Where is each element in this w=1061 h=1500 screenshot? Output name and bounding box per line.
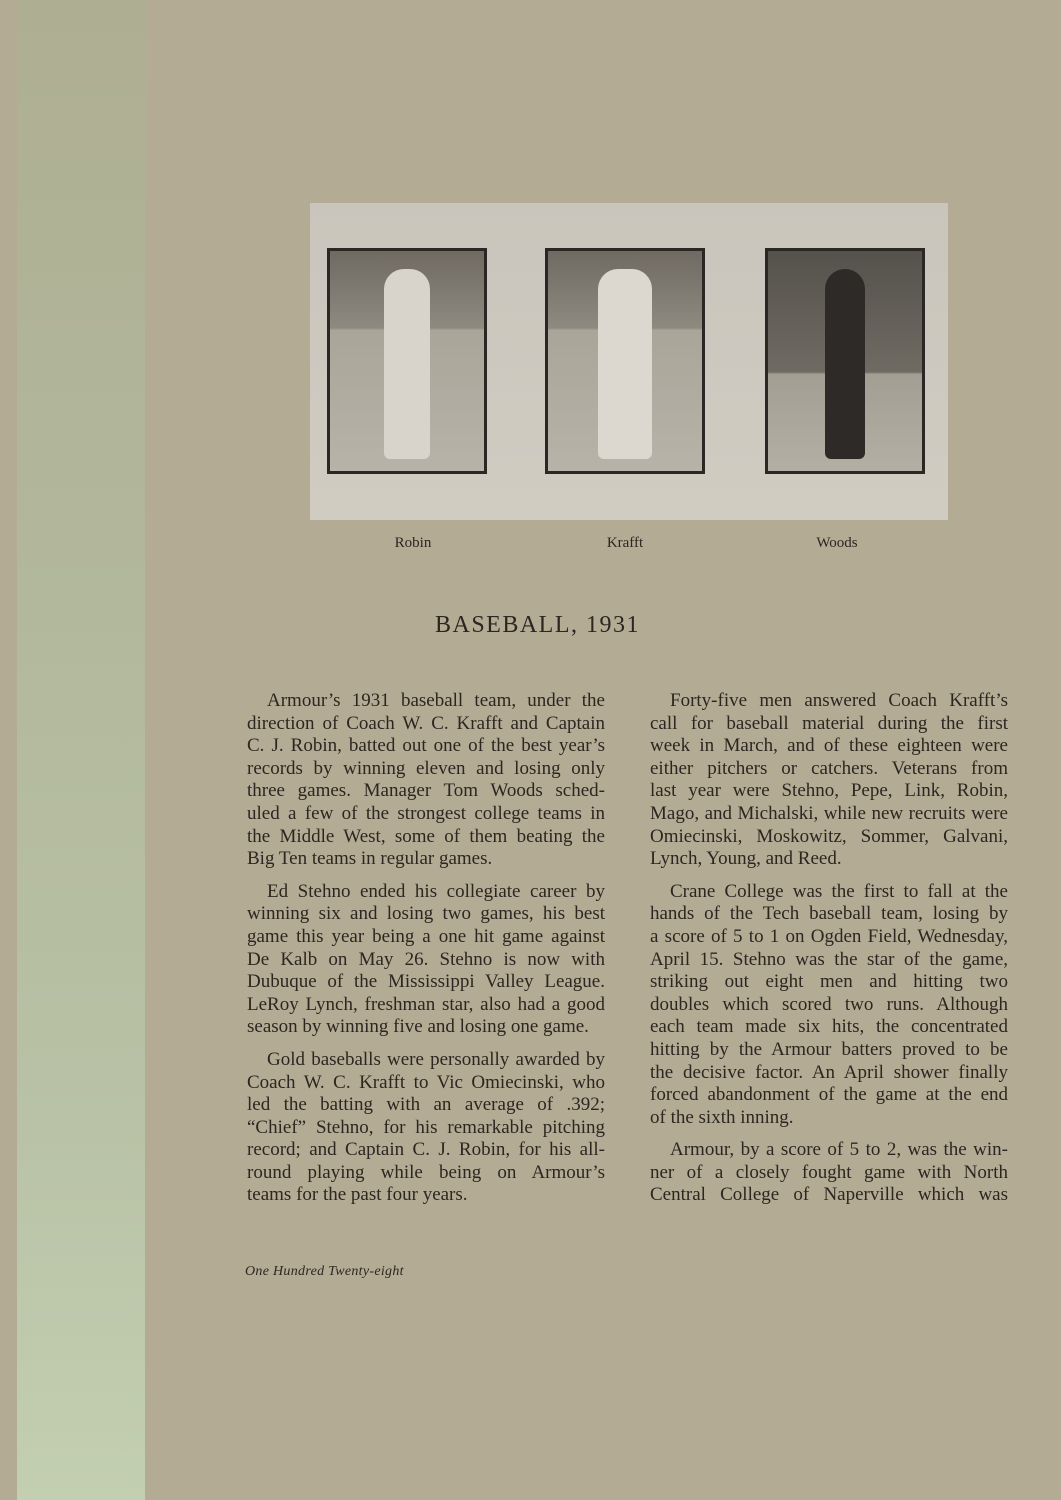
text-line: April 15. Stehno was the star of the game, xyxy=(650,948,1008,970)
text-line: Lynch, Young, and Reed. xyxy=(650,848,842,870)
photo-caption-krafft: Krafft xyxy=(606,535,644,551)
text-line: season by winning five and losing one game. xyxy=(247,1016,589,1038)
text-line: “Chief” Stehno, for his remarkable pitching xyxy=(247,1116,605,1138)
text-line: week in March, and of these eighteen were xyxy=(650,735,1008,757)
text-line: doubles which scored two runs. Although xyxy=(650,993,1008,1015)
paragraph xyxy=(247,690,605,871)
page-title: BASEBALL, 1931 xyxy=(434,612,640,638)
photo-woods xyxy=(765,248,925,474)
text-line: each team made six hits, the concentrated xyxy=(650,1016,1008,1038)
text-line: Armour, by a score of 5 to 2, was the win- xyxy=(670,1139,1008,1161)
text-line: Forty-five men answered Coach Krafft’s xyxy=(670,690,1008,711)
text-line: Big Ten teams in regular games. xyxy=(247,848,493,870)
text-line: led the batting with an average of .392; xyxy=(247,1094,605,1116)
paragraph xyxy=(650,1139,1008,1207)
photo-caption-robin: Robin xyxy=(394,535,432,551)
text-line: round playing while being on Armour’s xyxy=(247,1161,605,1183)
text-line: direction of Coach W. C. Krafft and Captain xyxy=(247,712,605,734)
decorative-green-margin-strip xyxy=(17,0,145,1500)
text-line: teams for the past four years. xyxy=(247,1184,468,1206)
photo-panel xyxy=(310,203,948,520)
text-line: Central College of Naperville which was xyxy=(650,1184,1008,1206)
text-line: De Kalb on May 26. Stehno is now with xyxy=(247,948,605,970)
text-line: hands of the Tech baseball team, losing by xyxy=(650,903,1008,925)
photo-caption-woods: Woods xyxy=(816,535,858,551)
text-line: hitting by the Armour batters proved to be xyxy=(650,1038,1008,1060)
photo-robin xyxy=(327,248,487,474)
text-line: call for baseball material during the first xyxy=(650,712,1008,734)
text-line: striking out eight men and hitting two xyxy=(650,971,1008,993)
paragraph xyxy=(247,881,605,1039)
right-column xyxy=(650,690,1008,1217)
text-line: Crane College was the first to fall at the xyxy=(670,880,1008,902)
text-line: three games. Manager Tom Woods sched- xyxy=(247,780,605,802)
text-line: C. J. Robin, batted out one of the best year’s xyxy=(247,735,605,757)
text-line: winning six and losing two games, his best xyxy=(247,903,605,925)
text-line: the decisive factor. An April shower finally xyxy=(650,1061,1008,1083)
left-column xyxy=(247,690,605,1217)
page-number-footer: One Hundred Twenty-eight xyxy=(245,1264,404,1279)
text-line: last year were Stehno, Pepe, Link, Robin, xyxy=(650,780,1008,802)
text-line: of the sixth inning. xyxy=(650,1106,794,1128)
text-line: Gold baseballs were personally awarded by xyxy=(267,1048,605,1070)
text-line: ner of a closely fought game with North xyxy=(650,1161,1008,1183)
paragraph xyxy=(650,881,1008,1130)
text-line: the Middle West, some of them beating the xyxy=(247,825,605,847)
text-line: record; and Captain C. J. Robin, for his all- xyxy=(247,1139,605,1161)
text-line: either pitchers or catchers. Veterans from xyxy=(650,757,1008,779)
paragraph xyxy=(247,1049,605,1207)
photo-krafft xyxy=(545,248,705,474)
text-line: forced abandonment of the game at the end xyxy=(650,1084,1008,1106)
text-line: Ed Stehno ended his collegiate career by xyxy=(267,880,605,902)
text-line: uled a few of the strongest college teams in xyxy=(247,802,605,824)
text-line: Omiecinski, Moskowitz, Sommer, Galvani, xyxy=(650,825,1008,847)
text-line: a score of 5 to 1 on Ogden Field, Wednesday, xyxy=(650,925,1008,947)
text-line: LeRoy Lynch, freshman star, also had a good xyxy=(247,993,605,1015)
text-line: Coach W. C. Krafft to Vic Omiecinski, who xyxy=(247,1071,605,1093)
text-line: records by winning eleven and losing only xyxy=(247,757,605,779)
paragraph xyxy=(650,690,1008,871)
text-line: Armour’s 1931 baseball team, under the xyxy=(267,690,605,711)
text-line: Dubuque of the Mississippi Valley League. xyxy=(247,971,605,993)
text-line: Mago, and Michalski, while new recruits were xyxy=(650,802,1008,824)
text-line: game this year being a one hit game against xyxy=(247,925,605,947)
